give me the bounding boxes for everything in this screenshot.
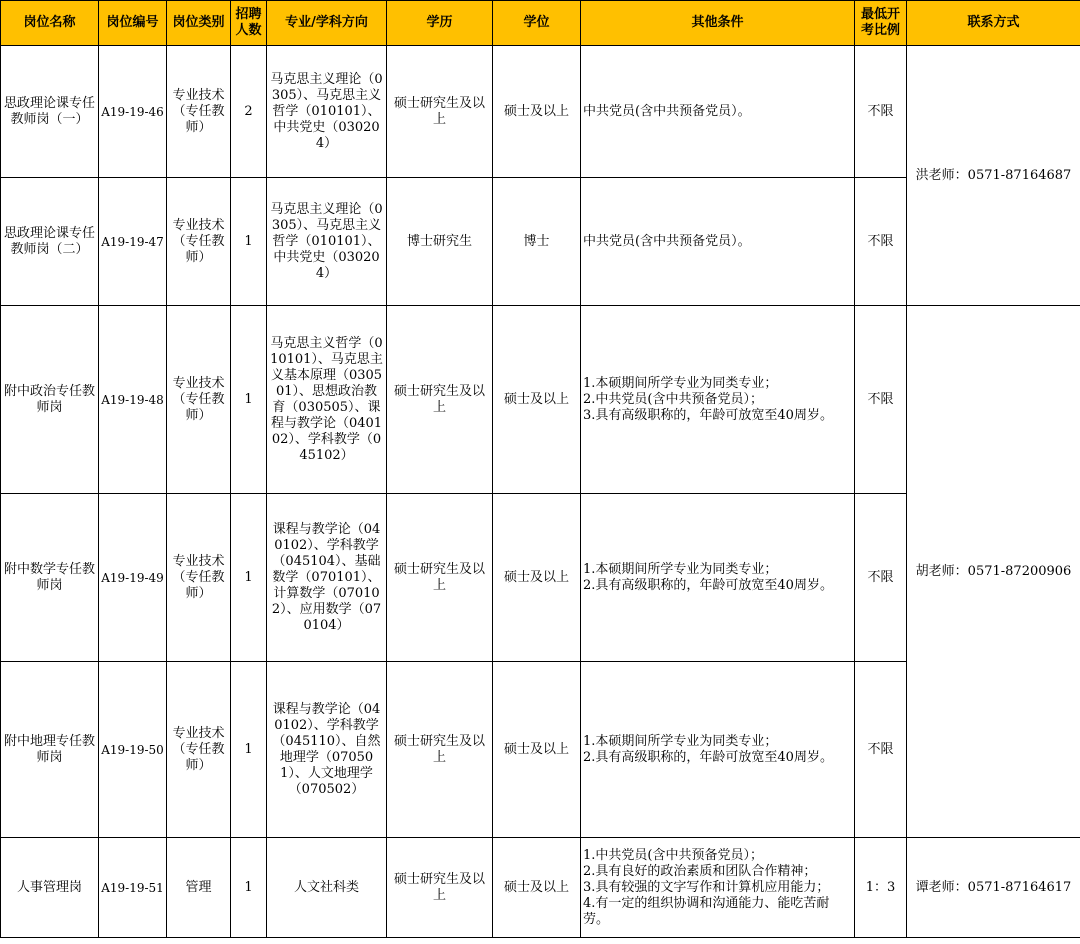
cell-education: 硕士研究生及以上 <box>387 494 493 662</box>
cell-contact: 洪老师：0571-87164687 <box>907 46 1080 306</box>
cell-education: 硕士研究生及以上 <box>387 46 493 178</box>
header-code: 岗位编号 <box>99 1 167 46</box>
cell-degree: 硕士及以上 <box>493 662 581 838</box>
cell-conditions: 中共党员(含中共预备党员）。 <box>581 178 855 306</box>
header-count: 招聘人数 <box>231 1 267 46</box>
cell-conditions: 1.本硕期间所学专业为同类专业； 2.具有高级职称的，年龄可放宽至40周岁。 <box>581 494 855 662</box>
cell-count: 2 <box>231 46 267 178</box>
header-category: 岗位类别 <box>167 1 231 46</box>
cell-major: 课程与教学论（040102）、学科教学（045110）、自然地理学（070501）、人文地理学（070502） <box>267 662 387 838</box>
cell-conditions: 1.中共党员(含中共预备党员）； 2.具有良好的政治素质和团队合作精神； 3.具有较强的文字写作和计算机应用能力； 4.有一定的组织协调和沟通能力、能吃苦耐劳。 <box>581 838 855 938</box>
cell-name: 人事管理岗 <box>1 838 99 938</box>
cell-ratio: 不限 <box>855 46 907 178</box>
cell-ratio: 不限 <box>855 306 907 494</box>
header-education: 学历 <box>387 1 493 46</box>
table-row <box>1 306 1080 494</box>
cell-count: 1 <box>231 178 267 306</box>
header-name: 岗位名称 <box>1 1 99 46</box>
table-row <box>1 46 1080 178</box>
cell-major: 马克思主义理论（0305）、马克思主义哲学（010101）、中共党史（030204） <box>267 46 387 178</box>
cell-category: 专业技术（专任教师） <box>167 178 231 306</box>
cell-category: 管理 <box>167 838 231 938</box>
cell-degree: 博士 <box>493 178 581 306</box>
cell-name: 思政理论课专任教师岗（一） <box>1 46 99 178</box>
cell-degree: 硕士及以上 <box>493 46 581 178</box>
cell-count: 1 <box>231 662 267 838</box>
cell-contact: 谭老师：0571-87164617 <box>907 838 1080 938</box>
cell-education: 硕士研究生及以上 <box>387 306 493 494</box>
cell-category: 专业技术（专任教师） <box>167 494 231 662</box>
header-ratio: 最低开考比例 <box>855 1 907 46</box>
cell-count: 1 <box>231 838 267 938</box>
cell-name: 附中地理专任教师岗 <box>1 662 99 838</box>
cell-ratio: 不限 <box>855 494 907 662</box>
cell-major: 马克思主义理论（0305）、马克思主义哲学（010101）、中共党史（030204） <box>267 178 387 306</box>
cell-major: 课程与教学论（040102）、学科教学（045104）、基础数学（070101）、计算数学（070102）、应用数学（070104） <box>267 494 387 662</box>
cell-education: 硕士研究生及以上 <box>387 838 493 938</box>
cell-category: 专业技术（专任教师） <box>167 662 231 838</box>
cell-code: A19-19-50 <box>99 662 167 838</box>
cell-degree: 硕士及以上 <box>493 494 581 662</box>
cell-category: 专业技术（专任教师） <box>167 306 231 494</box>
cell-degree: 硕士及以上 <box>493 838 581 938</box>
cell-conditions: 中共党员(含中共预备党员）。 <box>581 46 855 178</box>
cell-code: A19-19-46 <box>99 46 167 178</box>
cell-code: A19-19-51 <box>99 838 167 938</box>
header-degree: 学位 <box>493 1 581 46</box>
cell-count: 1 <box>231 306 267 494</box>
cell-conditions: 1.本硕期间所学专业为同类专业； 2.具有高级职称的，年龄可放宽至40周岁。 <box>581 662 855 838</box>
cell-contact: 胡老师：0571-87200906 <box>907 306 1080 838</box>
cell-name: 附中数学专任教师岗 <box>1 494 99 662</box>
cell-code: A19-19-49 <box>99 494 167 662</box>
cell-category: 专业技术（专任教师） <box>167 46 231 178</box>
table-row <box>1 838 1080 938</box>
header-conditions: 其他条件 <box>581 1 855 46</box>
cell-code: A19-19-47 <box>99 178 167 306</box>
cell-code: A19-19-48 <box>99 306 167 494</box>
header-row <box>1 1 1080 46</box>
cell-conditions: 1.本硕期间所学专业为同类专业； 2.中共党员(含中共预备党员）； 3.具有高级职称的，年龄可放宽至40周岁。 <box>581 306 855 494</box>
cell-count: 1 <box>231 494 267 662</box>
header-major: 专业/学科方向 <box>267 1 387 46</box>
header-contact: 联系方式 <box>907 1 1080 46</box>
cell-name: 思政理论课专任教师岗（二） <box>1 178 99 306</box>
cell-degree: 硕士及以上 <box>493 306 581 494</box>
cell-education: 博士研究生 <box>387 178 493 306</box>
cell-major: 人文社科类 <box>267 838 387 938</box>
cell-ratio: 不限 <box>855 662 907 838</box>
cell-ratio: 不限 <box>855 178 907 306</box>
cell-ratio: 1：3 <box>855 838 907 938</box>
cell-education: 硕士研究生及以上 <box>387 662 493 838</box>
cell-name: 附中政治专任教师岗 <box>1 306 99 494</box>
cell-major: 马克思主义哲学（010101）、马克思主义基本原理（030501）、思想政治教育（030505）、课程与教学论（040102）、学科教学（045102） <box>267 306 387 494</box>
